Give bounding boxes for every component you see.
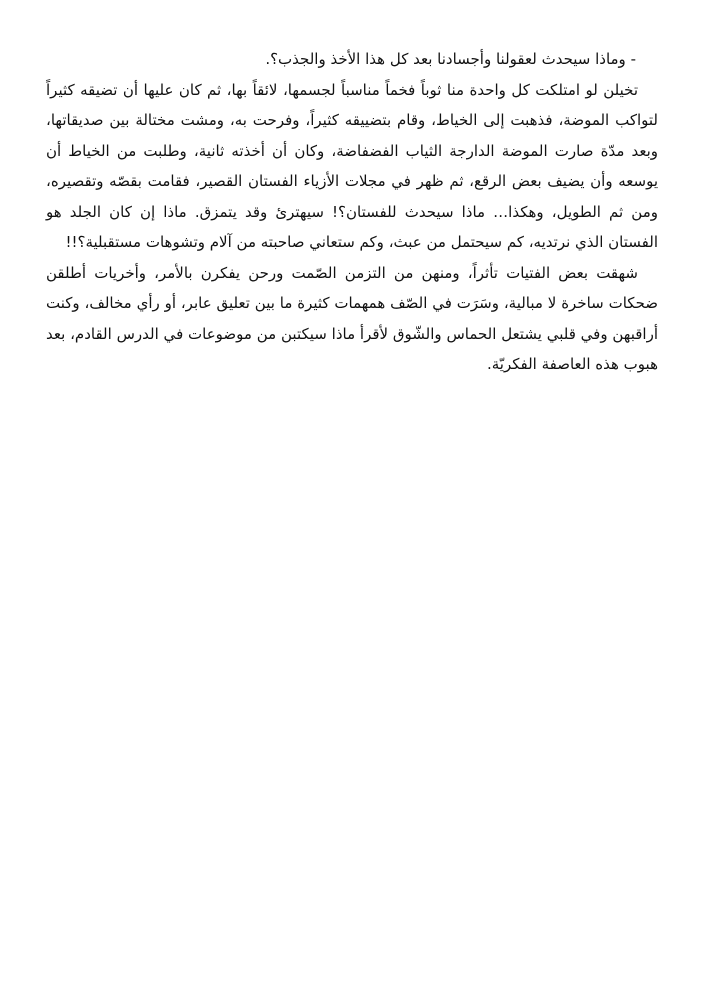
body-text bbox=[46, 44, 658, 380]
paragraph-1: - وماذا سيحدث لعقولنا وأجسادنا بعد كل هذا الأخذ والجذب؟. bbox=[265, 50, 636, 68]
paragraph-2: تخيلن لو امتلكت كل واحدة منا ثوباً فخماً مناسباً لجسمها، لائقاً بها، ثم كان عليها أن تضيقه كثيراً لتواكب الموضة، فذهبت إلى الخياط، وقام بتضييقه كثيراً، وفرحت به، ومشت مختالة بين صديقاتها، وبعد مدّة صارت الموضة الدارجة الثياب الفضفاضة، وكان أن أخذته ثانية، وطلبت من الخياط أن يوسعه وأن يضيف بعض الرقع، ثم ظهر في مجلات الأزياء الفستان القصير، فقامت بقصّه وتقصيره، ومن ثم الطويل، وهكذا… ماذا سيحدث للفستان؟! سيهترئ وقد يتمزق. ماذا إن كان الجلد هو الفستان الذي نرتديه، كم سيحتمل من عبث، وكم ستعاني صاحبته من آلام وتشوهات مستقبلية؟!! bbox=[46, 80, 658, 251]
paragraph-3: شهقت بعض الفتيات تأثراً، ومنهن من التزمن الصّمت ورحن يفكرن بالأمر، وأخريات أطلقن ضحكات ساخرة لا مبالية، وسَرَت في الصّف همهمات كثيرة ما بين تعليق عابر، أو رأي مخالف، وكنت أراقبهن وفي قلبي يشتعل الحماس والشّوق لأقرأ ماذا سيكتبن من موضوعات في الدرس القادم، بعد هبوب هذه العاصفة الفكريّة. bbox=[46, 263, 658, 373]
